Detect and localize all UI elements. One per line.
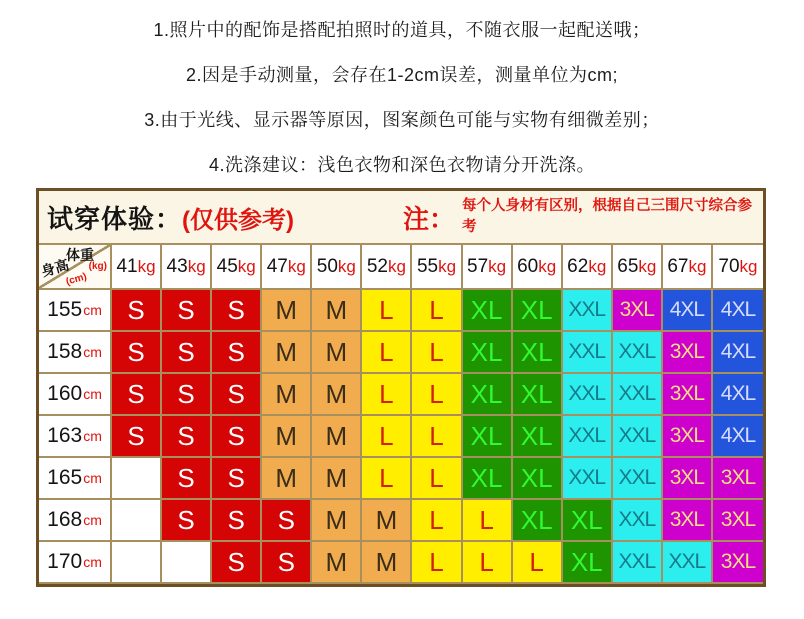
height-row-header-value: 163 [47,424,83,447]
empty-size-cell [112,500,162,542]
table-note [403,196,755,238]
empty-size-cell [162,542,212,584]
size-cell: 3XL [663,416,713,458]
height-row-header-unit: cm [83,428,102,444]
size-cell: XL [513,458,563,500]
weight-column-header-unit: kg [187,256,206,276]
size-cell: XXL [613,500,663,542]
size-cell: M [262,332,312,374]
table-title-hint: (仅供参考) [182,206,294,234]
size-cell: S [112,290,162,332]
weight-column-header-unit: kg [388,256,406,276]
size-cell: 3XL [663,458,713,500]
size-cell: 3XL [613,290,663,332]
size-cell: S [162,332,212,374]
size-cell: S [212,332,262,374]
weight-column-header [663,245,713,290]
size-cell: XXL [613,416,663,458]
height-row-header-unit: cm [83,344,102,360]
height-row-header-value: 160 [47,382,83,405]
size-cell: XL [513,416,563,458]
weight-column-header [613,245,663,290]
weight-column-header-value: 70 [718,255,740,277]
weight-column-header [412,245,462,290]
size-cell: XL [563,542,613,584]
size-cell: XXL [563,416,613,458]
corner-height-label: 身高 [39,256,71,280]
table-note-text: 每个人身材有区别，根据自己三围尺寸综合参考 [462,197,753,235]
size-cell: XL [463,332,513,374]
size-cell: L [362,374,412,416]
size-cell: XL [563,500,613,542]
height-row-header-unit: cm [83,470,102,486]
size-cell: M [262,416,312,458]
size-cell: L [362,332,412,374]
weight-column-header [362,245,412,290]
size-cell: XL [463,416,513,458]
height-row-header [39,374,112,416]
size-cell: XXL [563,332,613,374]
size-cell: 4XL [713,290,763,332]
weight-column-header-value: 45 [216,255,238,277]
height-row-header-unit: cm [83,302,102,318]
note-line-3: 3.由于光线、显示器等原因，图案颜色可能与实物有细微差别； [144,110,660,130]
height-row-header-unit: cm [83,554,102,570]
corner-header-cell [39,245,112,290]
weight-column-header [513,245,563,290]
size-cell: XXL [613,542,663,584]
size-cell: S [162,416,212,458]
height-row-header [39,542,112,584]
size-cell: S [212,500,262,542]
size-cell: 4XL [713,332,763,374]
size-cell: XXL [613,332,663,374]
size-cell: L [412,416,462,458]
weight-column-header [312,245,362,290]
height-row-header-unit: cm [83,386,102,402]
height-row-header [39,500,112,542]
size-cell: S [212,458,262,500]
size-cell: XXL [563,290,613,332]
size-cell: 3XL [663,500,713,542]
height-row-header-value: 155 [47,298,83,321]
size-cell: L [362,290,412,332]
size-cell: S [212,290,262,332]
size-cell: M [262,290,312,332]
size-cell: L [412,458,462,500]
size-cell: XXL [613,374,663,416]
size-cell: XL [513,500,563,542]
size-cell: L [362,416,412,458]
size-cell: M [362,542,412,584]
size-cell: S [262,500,312,542]
weight-column-header-unit: kg [287,256,306,276]
size-cell: L [412,332,462,374]
size-cell: S [162,374,212,416]
size-cell: L [463,500,513,542]
size-chart-table [36,188,766,587]
weight-column-header-value: 47 [266,255,288,277]
size-cell: 4XL [713,416,763,458]
weight-column-header-value: 60 [517,255,539,277]
weight-column-header-value: 41 [116,255,138,277]
height-row-header [39,458,112,500]
height-row-header [39,416,112,458]
weight-column-header-value: 62 [567,255,589,277]
note-line-1: 1.照片中的配饰是搭配拍照时的道具，不随衣服一起配送哦； [153,20,651,40]
size-cell: M [362,500,412,542]
size-cell: L [463,542,513,584]
height-row-header-value: 158 [47,340,83,363]
disclaimer-notes [0,8,804,188]
weight-column-header-value: 50 [316,255,338,277]
note-line-4: 4.洗涤建议：浅色衣物和深色衣物请分开洗涤。 [208,155,595,175]
size-cell: S [112,416,162,458]
height-row-header-value: 165 [47,466,83,489]
size-cell: XXL [563,458,613,500]
size-cell: XL [513,290,563,332]
weight-column-header-value: 55 [416,255,439,277]
size-cell: XL [463,290,513,332]
weight-column-header-value: 57 [467,255,489,277]
size-cell: 3XL [713,500,763,542]
size-cell: M [312,458,362,500]
size-cell: XXL [663,542,713,584]
height-row-header-value: 170 [47,550,83,573]
height-row-header-value: 168 [47,508,83,531]
size-cell: XL [463,374,513,416]
weight-column-header-unit: kg [688,256,707,276]
size-cell: 3XL [663,374,713,416]
weight-column-header-unit: kg [137,256,156,276]
size-cell: M [312,374,362,416]
size-cell: 3XL [713,542,763,584]
height-row-header [39,290,112,332]
size-cell: L [412,542,462,584]
weight-column-header [212,245,262,290]
size-cell: XL [513,332,563,374]
size-cell: XXL [563,374,613,416]
size-cell: S [162,290,212,332]
size-cell: 4XL [713,374,763,416]
weight-column-header-unit: kg [488,256,507,276]
weight-column-header-value: 65 [617,255,639,277]
size-cell: S [212,542,262,584]
size-cell: S [212,374,262,416]
size-cell: XXL [613,458,663,500]
height-row-header [39,332,112,374]
size-cell: 3XL [713,458,763,500]
size-cell: XL [463,458,513,500]
size-cell: S [112,374,162,416]
size-cell: M [312,500,362,542]
weight-column-header-unit: kg [588,256,607,276]
table-title-band [39,191,763,245]
weight-column-header-value: 52 [366,255,388,277]
weight-column-header [463,245,513,290]
height-row-header-unit: cm [83,512,102,528]
size-cell: M [262,458,312,500]
size-cell: M [312,542,362,584]
note-line-2: 2.因是手动测量，会存在1-2cm误差，测量单位为cm; [185,65,618,85]
size-cell: L [412,290,462,332]
weight-column-header [162,245,212,290]
size-cell: S [162,500,212,542]
table-title: 试穿体验： [47,203,183,234]
corner-height-unit: (cm) [64,271,89,288]
size-cell: S [212,416,262,458]
corner-weight-label: 体重 [66,247,94,263]
size-cell: 4XL [663,290,713,332]
weight-column-header-unit: kg [237,256,256,276]
size-cell: M [262,374,312,416]
size-cell: 3XL [663,332,713,374]
weight-column-header [713,245,763,290]
size-cell: L [412,374,462,416]
size-cell: S [162,458,212,500]
size-cell: S [262,542,312,584]
weight-column-header-unit: kg [739,256,758,276]
weight-column-header [112,245,162,290]
size-cell: L [513,542,563,584]
size-cell: M [312,332,362,374]
weight-column-header-unit: kg [538,256,557,276]
size-cell: XL [513,374,563,416]
empty-size-cell [112,458,162,500]
weight-column-header [563,245,613,290]
weight-column-header-unit: kg [438,256,457,276]
table-note-label: 注： [403,203,456,234]
size-cell: M [312,416,362,458]
size-cell: M [312,290,362,332]
corner-weight-unit: (kg) [88,261,107,272]
weight-column-header-value: 43 [166,255,188,277]
size-cell: S [112,332,162,374]
weight-column-header [262,245,312,290]
empty-size-cell [112,542,162,584]
weight-column-header-value: 67 [667,255,689,277]
size-cell: L [412,500,462,542]
weight-column-header-unit: kg [337,256,356,276]
weight-column-header-unit: kg [638,256,657,276]
size-cell: L [362,458,412,500]
